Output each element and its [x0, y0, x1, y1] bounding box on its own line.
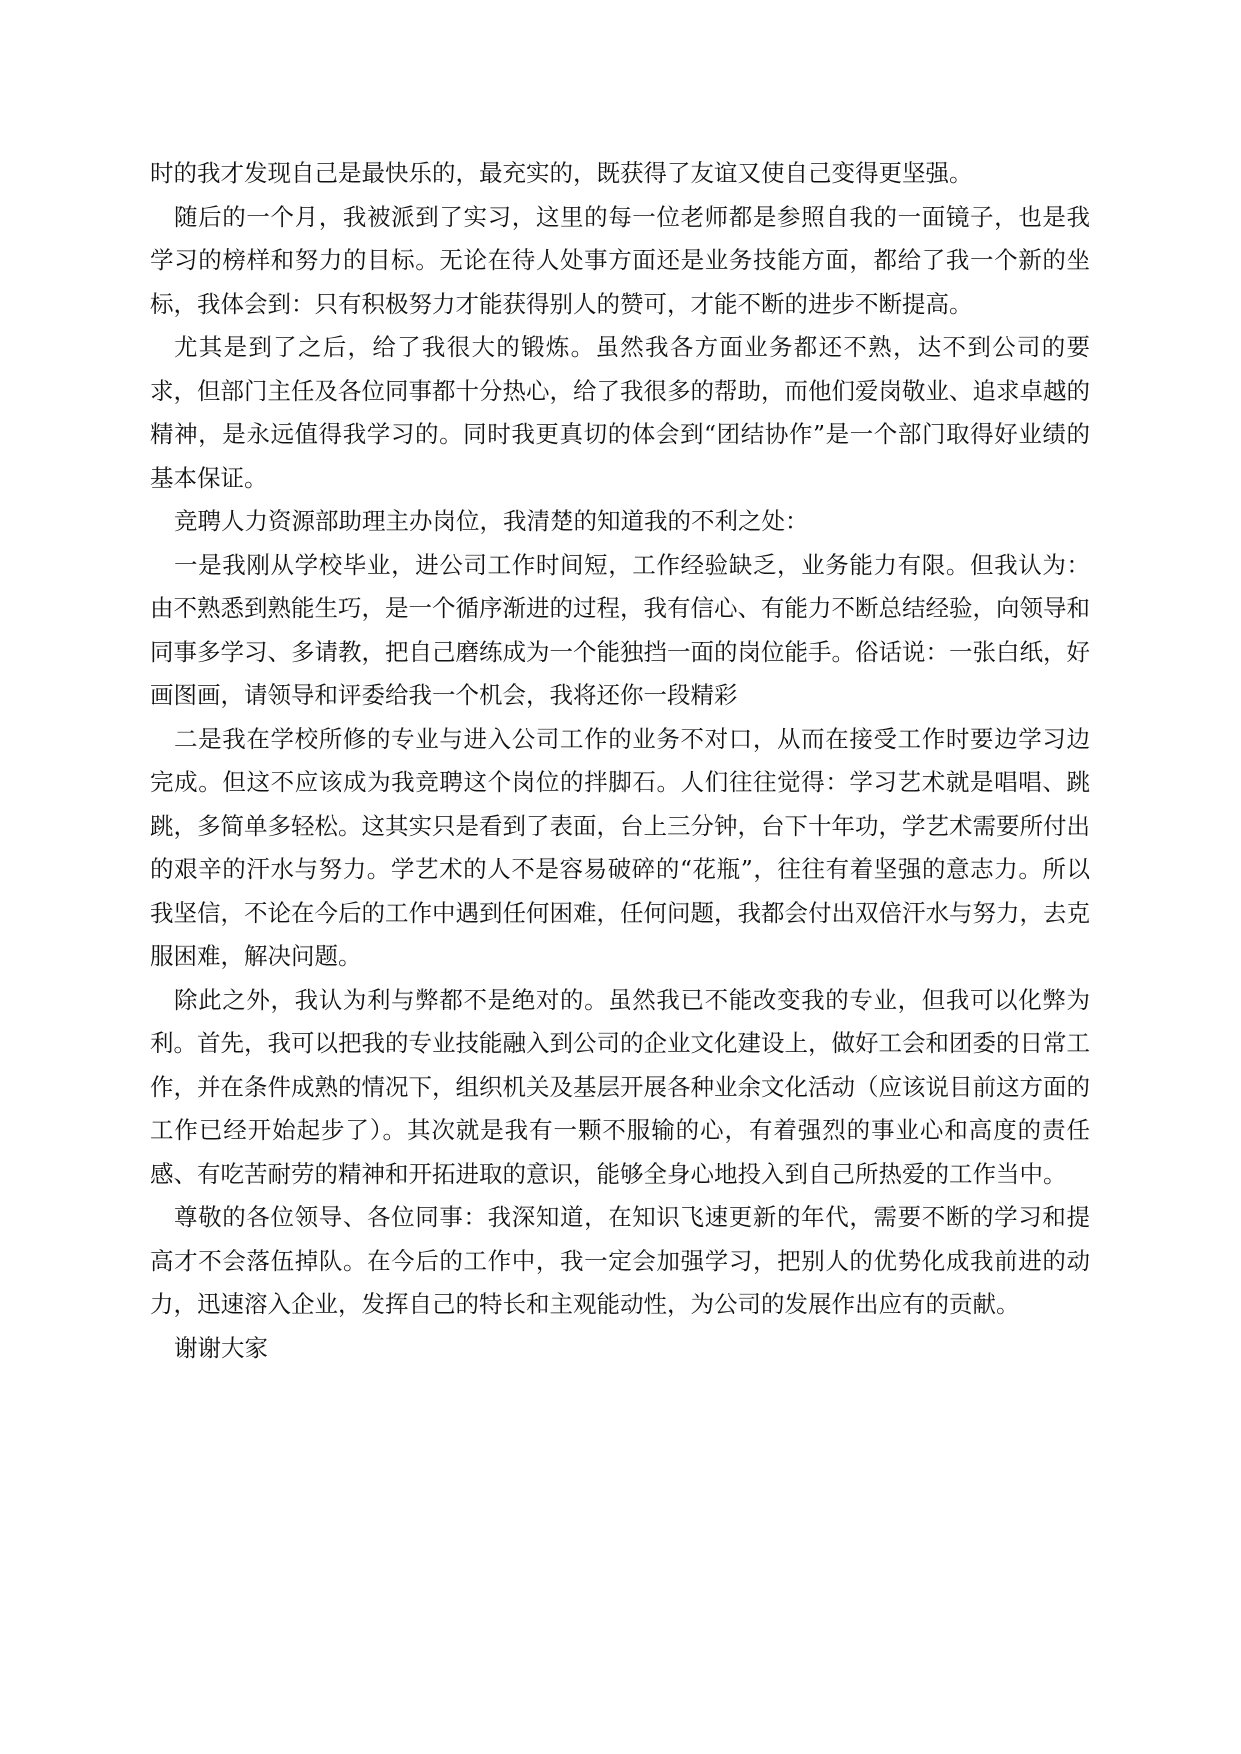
paragraph-4: 竞聘人力资源部助理主办岗位，我清楚的知道我的不利之处： — [174, 507, 809, 535]
paragraph-7: 除此之外，我认为利与弊都不是绝对的。虽然我已不能改变我的专业，但我可以化弊为利。首先，我可以把我的专业技能融入到公司的企业文化建设上，做好工会和团委的日常工作，并在条件成熟的情况下，组织机关及基层开展各种业余文化活动（应该说目前这方面的工作已经开始起步了）。其次就是我有一颗不服输的心，有着强烈的事业心和高度的责任感、有吃苦耐劳的精神和开拓进取的意识，能够全身心地投入到自己所热爱的工作当中。 — [150, 985, 1090, 1188]
paragraph-5: 一是我刚从学校毕业，进公司工作时间短，工作经验缺乏，业务能力有限。但我认为：由不熟悉到熟能生巧，是一个循序渐进的过程，我有信心、有能力不断总结经验，向领导和同事多学习、多请教，把自己磨练成为一个能独挡一面的岗位能手。俗话说：一张白纸，好画图画，请领导和评委给我一个机会，我将还你一段精彩 — [150, 550, 1090, 709]
paragraph-6: 二是我在学校所修的专业与进入公司工作的业务不对口，从而在接受工作时要边学习边完成。但这不应该成为我竞聘这个岗位的拌脚石。人们往往觉得：学习艺术就是唱唱、跳跳，多简单多轻松。这其实只是看到了表面，台上三分钟，台下十年功，学艺术需要所付出的艰辛的汗水与努力。学艺术的人不是容易破碎的“花瓶”，往往有着坚强的意志力。所以我坚信，不论在今后的工作中遇到任何困难，任何问题，我都会付出双倍汗水与努力，去克服困难，解决问题。 — [150, 724, 1090, 970]
paragraph-3: 尤其是到了之后，给了我很大的锻炼。虽然我各方面业务都还不熟，达不到公司的要求，但部门主任及各位同事都十分热心，给了我很多的帮助，而他们爱岗敬业、追求卓越的精神，是永远值得我学习的。同时我更真切的体会到“团结协作”是一个部门取得好业绩的基本保证。 — [150, 333, 1090, 492]
paragraph-8: 尊敬的各位领导、各位同事：我深知道，在知识飞速更新的年代，需要不断的学习和提高才不会落伍掉队。在今后的工作中，我一定会加强学习，把别人的优势化成我前进的动力，迅速溶入企业，发挥自己的特长和主观能动性，为公司的发展作出应有的贡献。 — [150, 1203, 1090, 1318]
paragraph-2: 随后的一个月，我被派到了实习，这里的每一位老师都是参照自我的一面镜子，也是我学习的榜样和努力的目标。无论在待人处事方面还是业务技能方面，都给了我一个新的坐标，我体会到：只有积极努力才能获得别人的赞可，才能不断的进步不断提高。 — [150, 202, 1090, 318]
paragraph-9-closing: 谢谢大家 — [174, 1333, 268, 1362]
paragraph-1: 时的我才发现自己是最快乐的，最充实的，既获得了友谊又使自己变得更坚强。 — [150, 159, 973, 187]
document-page — [150, 152, 1090, 1370]
